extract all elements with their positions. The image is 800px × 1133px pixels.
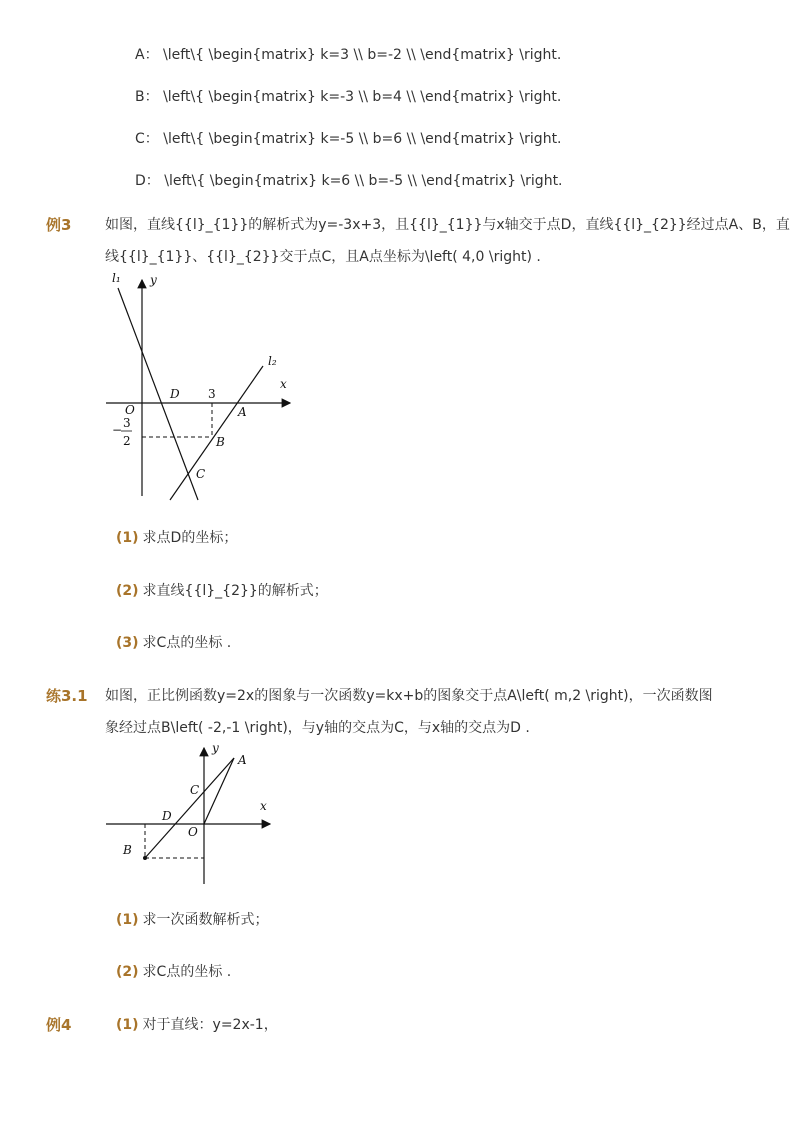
option-text: \left\{ \begin{matrix} k=6 \\ b=-5 \\ \end{matrix} \right.	[164, 173, 563, 189]
question-number: (3)	[116, 635, 139, 651]
option-text: \left\{ \begin{matrix} k=-5 \\ b=6 \\ \end{matrix} \right.	[163, 131, 562, 147]
example-3-tag: 例3	[46, 216, 72, 234]
option-label: C：	[135, 131, 159, 147]
label-frac-sign: −	[112, 423, 123, 437]
point-b	[143, 856, 147, 860]
question-text: 求直线{{l}_{2}}的解析式；	[142, 583, 328, 599]
practice-3-1-line-1: 如图，正比例函数y=2x的图象与一次函数y=kx+b的图象交于点A\left( m,2 \right)，一次函数图	[105, 688, 713, 704]
option-b	[135, 87, 561, 107]
label-l2: l₂	[268, 354, 277, 368]
label-origin: O	[125, 403, 135, 417]
label-y: y	[150, 273, 157, 287]
question-number: (1)	[116, 1017, 139, 1033]
label-frac-den: 2	[123, 434, 131, 448]
option-label: B：	[135, 89, 159, 105]
label-c: C	[190, 783, 200, 797]
option-label: A：	[135, 47, 159, 63]
option-c	[135, 129, 562, 149]
label-d: D	[162, 809, 172, 823]
example-3-question-2	[116, 581, 328, 601]
option-label: D：	[135, 173, 160, 189]
line-l2	[170, 366, 263, 500]
option-d	[135, 171, 563, 191]
example-3-question-3	[116, 633, 231, 653]
label-d: D	[170, 387, 180, 401]
line-l1	[118, 288, 198, 500]
option-text: \left\{ \begin{matrix} k=-3 \\ b=4 \\ \end{matrix} \right.	[163, 89, 562, 105]
example-4-tag: 例4	[46, 1016, 72, 1034]
label-origin: O	[188, 825, 198, 839]
label-frac-num: 3	[123, 416, 131, 430]
option-text: \left\{ \begin{matrix} k=3 \\ b=-2 \\ \end{matrix} \right.	[163, 47, 562, 63]
label-x: x	[280, 377, 287, 391]
practice-3-1-question-2	[116, 962, 231, 982]
question-text: 求C点的坐标 .	[142, 635, 232, 651]
example-4-question-1	[116, 1015, 278, 1035]
label-x: x	[260, 799, 267, 813]
question-text: 对于直线：y=2x-1，	[142, 1017, 278, 1033]
label-b: B	[216, 435, 225, 449]
example-3-line-1: 如图，直线{{l}_{1}}的解析式为y=-3x+3，且{{l}_{1}}与x轴交于点D，直线{{l}_{2}}经过点A、B，直	[105, 217, 790, 233]
option-a	[135, 45, 561, 65]
question-number: (2)	[116, 964, 139, 980]
practice-3-1-tag: 练3.1	[46, 687, 88, 705]
label-b: B	[123, 843, 132, 857]
practice-3-1-line-2: 象经过点B\left( -2,-1 \right)，与y轴的交点为C，与x轴的交点为D .	[105, 720, 530, 736]
example-3-question-1	[116, 528, 237, 548]
label-y: y	[212, 741, 219, 755]
question-number: (2)	[116, 583, 139, 599]
label-l1: l₁	[112, 271, 121, 285]
line-kx-b	[145, 758, 234, 858]
label-a: A	[238, 405, 247, 419]
label-a: A	[238, 753, 247, 767]
question-text: 求一次函数解析式；	[142, 912, 269, 928]
example-3-figure	[100, 268, 300, 508]
example-3-line-2: 线{{l}_{1}}、{{l}_{2}}交于点C，且A点坐标为\left( 4,0 \right) .	[105, 249, 541, 265]
question-text: 求C点的坐标 .	[142, 964, 232, 980]
line-y-2x	[204, 758, 234, 824]
question-number: (1)	[116, 530, 139, 546]
label-three: 3	[208, 387, 216, 401]
practice-3-1-figure	[100, 738, 280, 888]
question-text: 求点D的坐标；	[142, 530, 238, 546]
practice-3-1-question-1	[116, 910, 269, 930]
question-number: (1)	[116, 912, 139, 928]
label-c: C	[196, 467, 206, 481]
